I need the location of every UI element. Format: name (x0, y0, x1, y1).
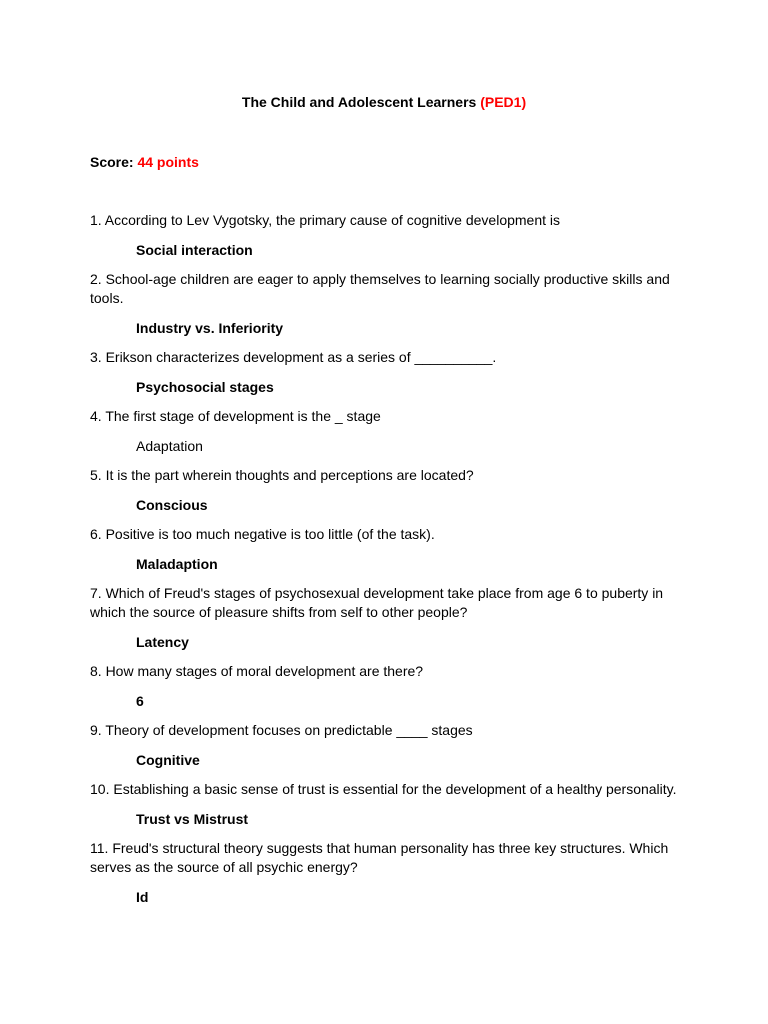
question-item (90, 584, 680, 662)
question-text: 5. It is the part wherein thoughts and perceptions are located? (90, 467, 474, 483)
score-label: Score: (90, 154, 138, 170)
question-text: 1. According to Lev Vygotsky, the primary cause of cognitive development is (90, 212, 561, 228)
question-text: 11. Freud's structural theory suggests that human personality has three key structures. Which serves as the source of all psychic energy? (90, 840, 669, 875)
question-item (90, 466, 680, 525)
answer-text: Industry vs. Inferiority (136, 320, 284, 336)
question-text: 9. Theory of development focuses on predictable ____ stages (90, 722, 473, 738)
question-item (90, 270, 680, 348)
question-text: 7. Which of Freud's stages of psychosexual development take place from age 6 to puberty in which the source of pleasure shifts from self to other people? (90, 585, 664, 620)
question-item (90, 780, 680, 839)
answer-text: Psychosocial stages (136, 379, 274, 395)
answer-text: Trust vs Mistrust (136, 811, 249, 827)
score-value: 44 points (137, 154, 199, 170)
question-text: 8. How many stages of moral development are there? (90, 663, 424, 679)
question-item (90, 525, 680, 584)
answer-text: Id (136, 889, 149, 905)
document-title (0, 93, 768, 111)
question-item (90, 407, 680, 466)
question-text: 3. Erikson characterizes development as a series of __________. (90, 349, 497, 365)
course-code: (PED1) (480, 94, 527, 110)
question-item (90, 721, 680, 780)
question-item (90, 348, 680, 407)
answer-text: Cognitive (136, 752, 200, 768)
question-item (90, 662, 680, 721)
answer-text: Latency (136, 634, 189, 650)
answer-text: Social interaction (136, 242, 253, 258)
question-list (90, 211, 680, 917)
question-text: 6. Positive is too much negative is too little (of the task). (90, 526, 435, 542)
question-text: 2. School-age children are eager to apply themselves to learning socially productive skills and tools. (90, 271, 670, 306)
question-item (90, 211, 680, 270)
question-text: 10. Establishing a basic sense of trust is essential for the development of a healthy personality. (90, 781, 677, 797)
question-text: 4. The first stage of development is the _ stage (90, 408, 381, 424)
answer-text: Maladaption (136, 556, 218, 572)
title-text: The Child and Adolescent Learners (241, 94, 481, 110)
answer-text: Conscious (136, 497, 208, 513)
answer-text: Adaptation (136, 438, 203, 454)
answer-text: 6 (136, 693, 144, 709)
question-item (90, 839, 680, 917)
score-line (90, 153, 199, 171)
